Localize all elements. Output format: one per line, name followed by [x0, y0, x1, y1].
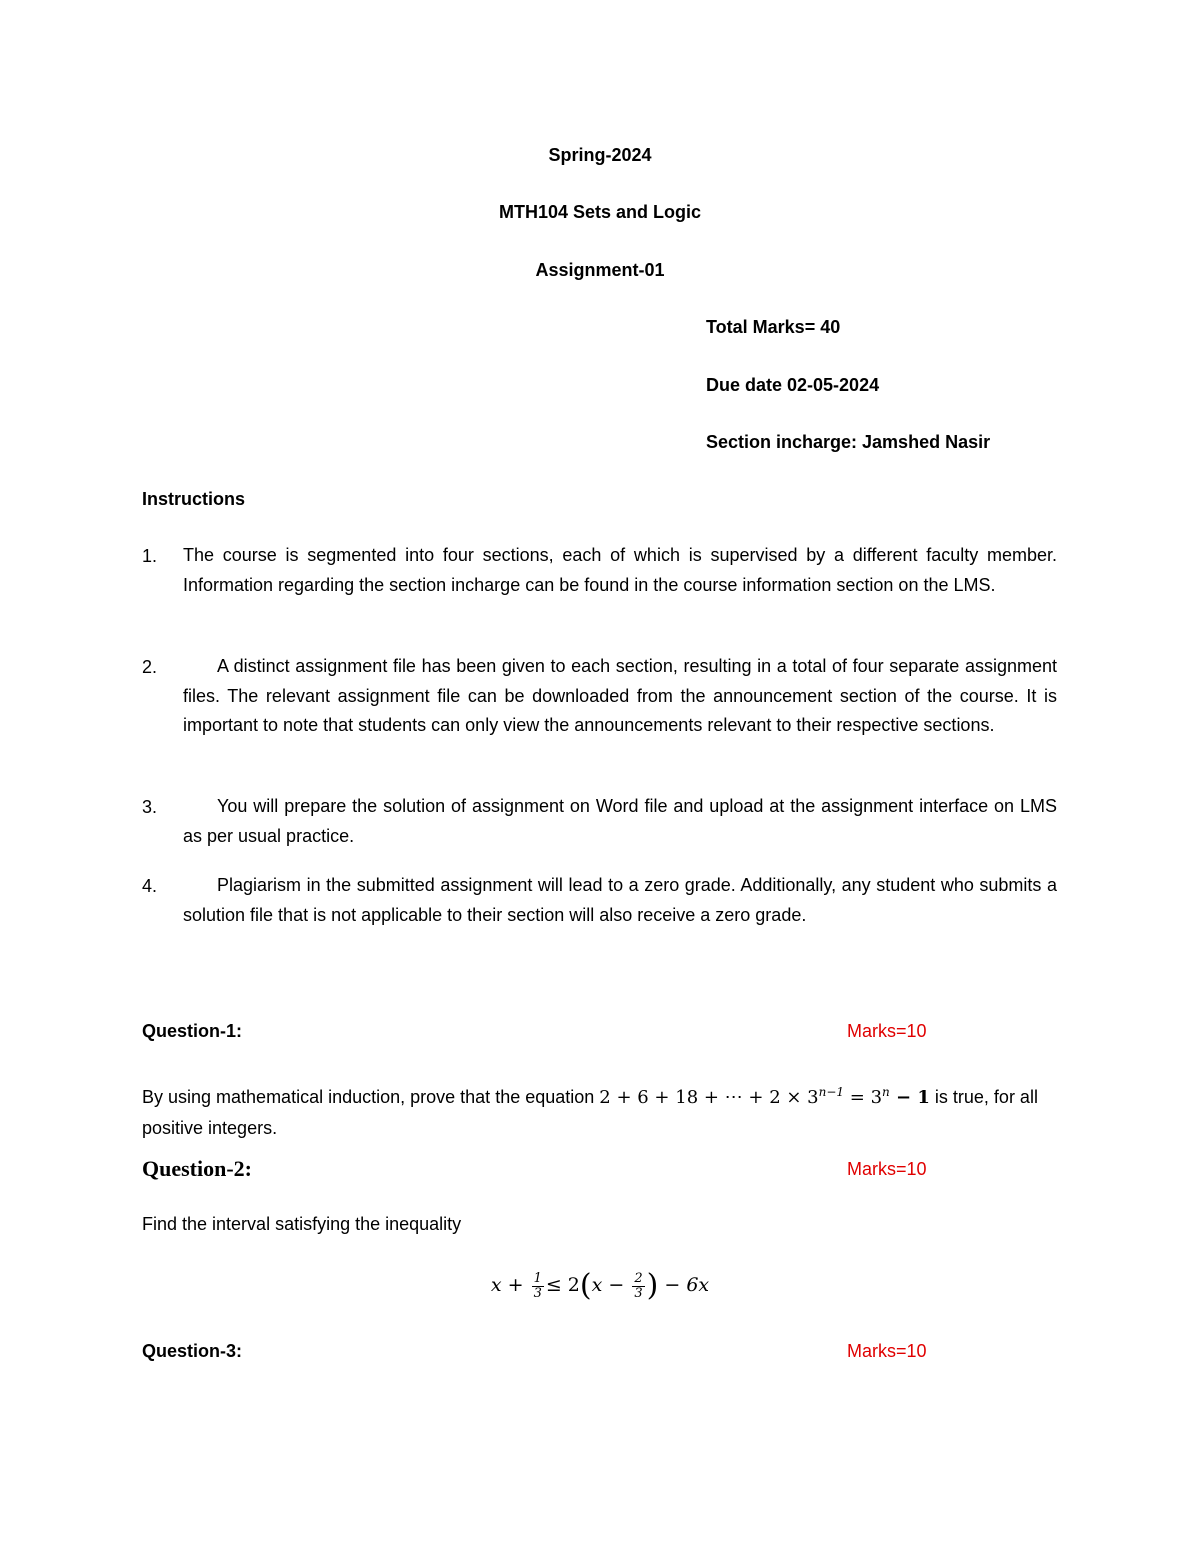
question-2-text: Find the interval satisfying the inequality [142, 1214, 462, 1234]
fraction-1-denominator: 3 [533, 1285, 542, 1301]
instruction-text [183, 652, 1057, 741]
equation-mid: = 3 [844, 1087, 883, 1108]
section-incharge: Section incharge: Jamshed Nasir [706, 432, 991, 452]
instruction-number: 1. [142, 546, 158, 566]
instruction-text: The course is segmented into four sections, each of which is supervised by a different faculty member. Information regarding the section incharge can be found in the course information section on the LMS. [183, 545, 1057, 595]
instruction-text-content: A distinct assignment file has been given to each section, resulting in a total of four separate assignment files. The relevant assignment file can be downloaded from the announcement section of the course. It is important to note that students can only view the announcements relevant to their respective sections. [183, 656, 1057, 736]
ineq-part-1: x + [490, 1274, 530, 1296]
instruction-text [183, 871, 1057, 930]
instruction-number: 4. [142, 876, 158, 896]
assignment-title: Assignment-01 [535, 260, 665, 280]
question-1-text [142, 1077, 1042, 1143]
ineq-part-2: ≤ 2 [545, 1274, 580, 1296]
exponent-2: n [882, 1085, 890, 1099]
question-1-label: Question-1: [142, 1021, 243, 1041]
question-1-equation [599, 1087, 930, 1108]
equation-end: − 1 [889, 1087, 930, 1108]
ineq-part-3: x − [591, 1274, 631, 1296]
question-1-text-after: is true, for all positive integers. [142, 1087, 1038, 1138]
fraction-1 [532, 1272, 544, 1301]
instruction-number: 3. [142, 797, 158, 817]
fraction-2-numerator: 2 [634, 1270, 643, 1286]
fraction-2-denominator: 3 [634, 1285, 643, 1301]
due-date: Due date 02-05-2024 [706, 375, 880, 395]
question-1-marks: Marks=10 [847, 1021, 927, 1041]
question-2-inequality: x + $\frac{1}{3}$ ≤ 2(x − $\frac{2}{3}$ ) − 6x [490, 1268, 710, 1303]
question-3-marks: Marks=10 [847, 1341, 927, 1361]
equation-left: 2 + 6 + 18 + ⋯ + 2 × 3 [599, 1087, 819, 1108]
question-2-label: Question-2: [142, 1156, 252, 1181]
instructions-heading: Instructions [142, 489, 246, 509]
instruction-number: 2. [142, 657, 158, 677]
instruction-text-content: You will prepare the solution of assignment on Word file and upload at the assignment interface on LMS as per usual practice. [183, 796, 1057, 846]
instruction-text [183, 792, 1057, 851]
course-title: MTH104 Sets and Logic [498, 202, 702, 222]
exponent-1: n−1 [818, 1085, 845, 1099]
total-marks: Total Marks= 40 [706, 317, 841, 337]
term-heading: Spring-2024 [548, 145, 652, 165]
question-3-label: Question-3: [142, 1341, 243, 1361]
fraction-1-numerator: 1 [533, 1270, 542, 1286]
question-1-text-before: By using mathematical induction, prove that the equation [142, 1087, 600, 1107]
instruction-text-content: Plagiarism in the submitted assignment will lead to a zero grade. Additionally, any student who submits a solution file that is not applicable to their section will also receive a zero grade. [183, 875, 1057, 925]
fraction-2 [632, 1272, 644, 1301]
ineq-part-4: − 6x [658, 1274, 710, 1296]
question-2-marks: Marks=10 [847, 1159, 927, 1179]
